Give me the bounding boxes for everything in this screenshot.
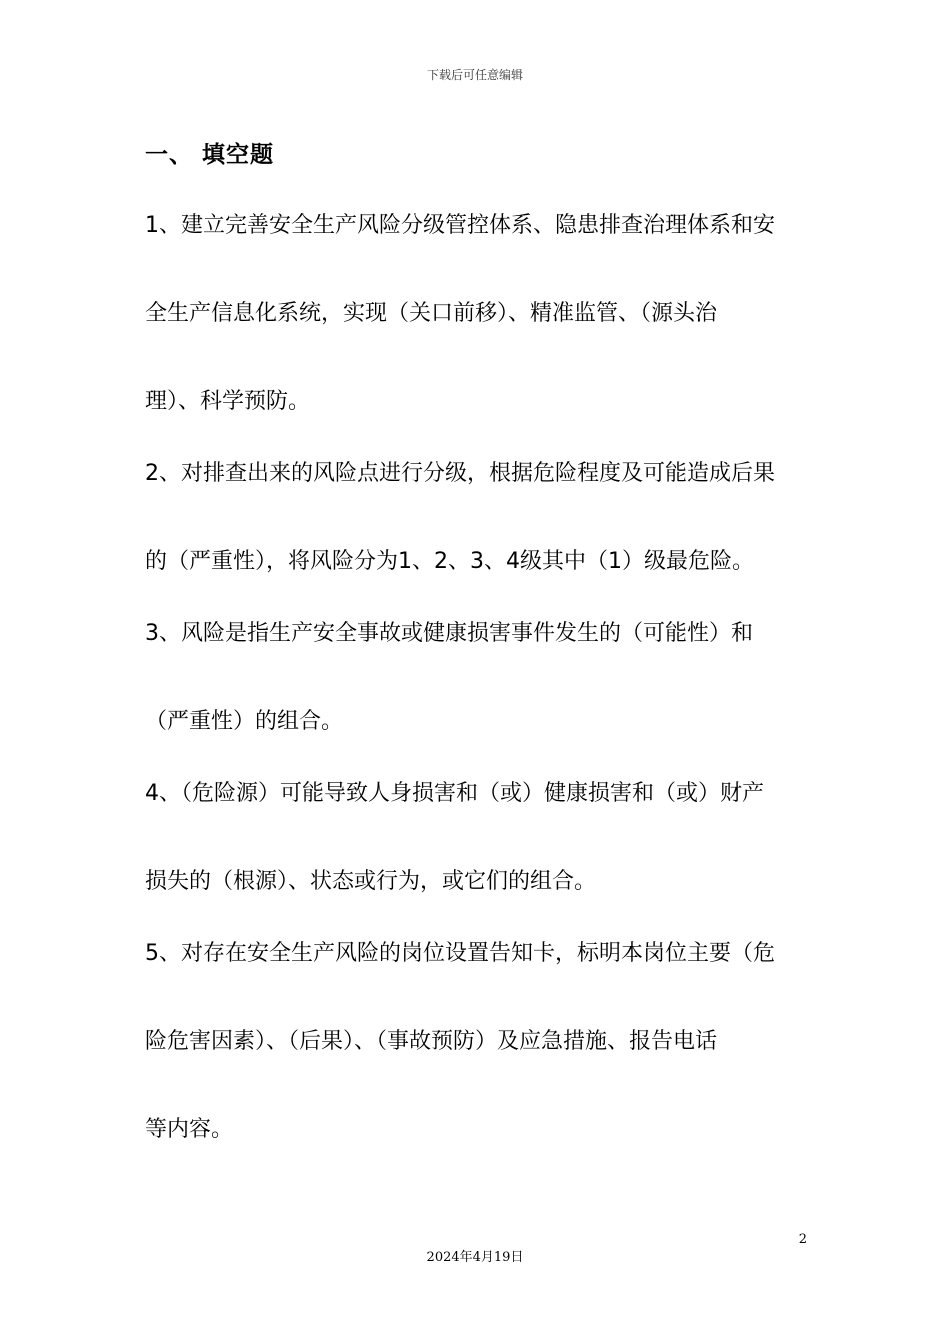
question-3 [145,612,807,744]
question-list [145,204,807,1152]
question-5-line-2: 险危害因素）、（后果）、（事故预防）及应急措施、报告电话 [145,1029,718,1054]
question-2 [145,452,807,584]
page-number: 2 [798,1232,807,1247]
question-1-line-1: 1、建立完善安全生产风险分级管控体系、隐患排查治理体系和安 [145,213,775,238]
page-header: 下载后可任意编辑 [426,68,523,82]
question-3-line-2: （严重性）的组合。 [145,709,344,734]
question-1-line-2: 全生产信息化系统，实现（关口前移）、精准监管、（源头治 [145,301,718,326]
section-title: 一、 填空题 [145,142,275,168]
question-3-line-1: 3、风险是指生产安全事故或健康损害事件发生的（可能性）和 [145,621,753,646]
question-2-line-2: 的（严重性），将风险分为1、2、3、4级其中（1）级最危险。 [145,549,754,574]
question-1 [145,204,807,424]
question-4 [145,772,807,904]
question-4-line-1: 4、（危险源）可能导致人身损害和（或）健康损害和（或）财产 [145,781,764,806]
question-5 [145,932,807,1152]
question-4-line-2: 损失的（根源）、状态或行为，或它们的组合。 [145,869,597,894]
question-1-line-3: 理）、科学预防。 [145,389,311,414]
footer-date: 2024年4月19日 [426,1250,524,1265]
question-2-line-1: 2、对排查出来的风险点进行分级，根据危险程度及可能造成后果 [145,461,775,486]
question-5-line-1: 5、对存在安全生产风险的岗位设置告知卡，标明本岗位主要（危 [145,941,775,966]
question-5-line-3: 等内容。 [145,1117,234,1142]
